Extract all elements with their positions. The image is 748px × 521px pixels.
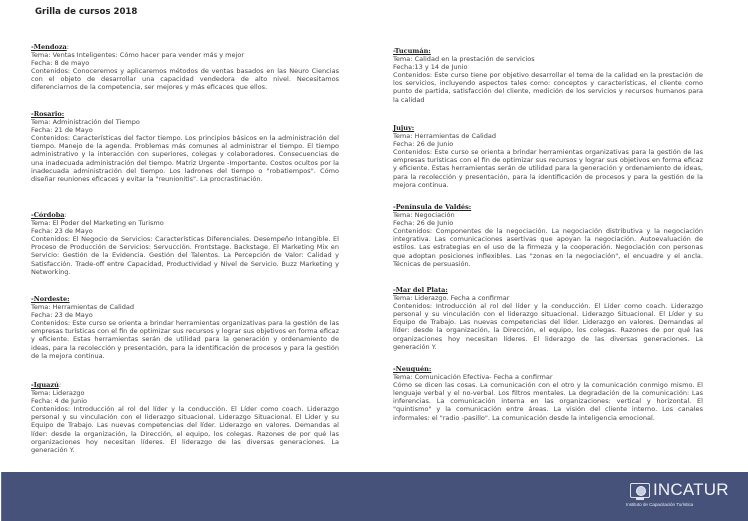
course-topic: Tema: Liderazgo (31, 389, 85, 398)
course-topic: Tema: Liderazgo. Fecha a confirmar (393, 294, 510, 303)
logo-subtitle: Instituto de Capacitación Turística (626, 502, 694, 507)
course-mar-del-plata (393, 286, 703, 351)
course-date: Fecha: 21 de Mayo (31, 126, 93, 135)
course-date: Fecha: 8 de mayo (31, 59, 90, 68)
course-contents: Contenidos: Características del factor tiempo. Los principios básicos en la administración del tiempo. Manejo de la agenda. Problemas más comunes al administrar el tiempo. El tiempo administrativo y la interacción con superiores, colegas y colaboradores. Consecuencias de una inadecuada administración del tiempo. Matriz Urgente -Importante. Costos ocultos por la inadecuada administración del tiempo. Los ladrones del tiempo o "robatiempos". Cómo diseñar reuniones eficaces y evitar la "reunionitis". La procrastinación. (31, 134, 339, 183)
course-tucuman (393, 47, 703, 104)
region-name: -Mar del Plata: (393, 286, 448, 294)
course-nordeste (31, 295, 339, 360)
course-topic: Tema: El Poder del Marketing en Turismo (31, 219, 164, 228)
course-jujuy (393, 124, 703, 189)
course-topic: Tema: Ventas Inteligentes: Cómo hacer para vender más y mejor (31, 51, 245, 60)
course-cordoba: -Córdoba: Tema: El Poder del Marketing en Turismo Fecha: 23 de Mayo Contenidos: El Negocio de Servicios: Características Diferenciales. Desempeño Intangible. El Proceso de Producción de Servicios: Servucción. Frontstage. Backstage. El Marketing Mix en Servicio: Gestión de la Evidencia. Gestión del Talentos. La Percepción de Valor: Calidad y Satisfacción. Trade-off entre Capacidad, Productividad y Nivel de Servicio. Buzz Marketing y Networking. (31, 211, 339, 276)
course-topic: Tema: Administración del Tiempo (31, 118, 140, 127)
document-title: Grilla de cursos 2018 (35, 7, 138, 17)
course-date: Fecha: 4 de Junio (31, 397, 88, 406)
course-rosario (31, 110, 339, 183)
region-name: -Neuquén: (393, 365, 432, 373)
course-topic: Tema: Herramientas de Calidad (393, 132, 497, 141)
course-peninsula-valdes (393, 203, 703, 268)
region-name: -Nordeste: (31, 295, 70, 303)
region-name: -Tucumán: (393, 47, 431, 55)
incatur-logo (624, 480, 732, 512)
course-contents: Contenidos: Introducción al rol del líder y la conducción. El Líder como coach. Liderazgo personal y su vinculación con el liderazgo situacional. Liderazgo Situacional. El Líder y su Equipo de Trabajo. Las nuevas competencias del líder. Liderazgo en valores. Demandas al líder: desde la organización, la Dirección, el equipo, los colegas. Razones de por qué las organizaciones hoy necesitan líderes. El liderazgo de las diversas generaciones. La generación Y. (393, 302, 703, 351)
course-date: Fecha: 26 de Junio (393, 219, 454, 228)
region-name: Jujuy: (393, 124, 415, 132)
region-name: -Mendoza (31, 43, 67, 51)
course-contents: Contenidos: Este curso se orienta a brindar herramientas organizativas para la gestión de las empresas turísticas con el fin de optimizar sus recursos y lograr sus objetivos en forma eficaz y eficiente. Estas herramientas serán de utilidad para la generación y ordenamiento de ideas, para la recolección y presentación, para la identificación de procesos y para la gestión de la mejora continua. (31, 319, 339, 360)
course-iguazu: -Iguazú: Tema: Liderazgo Fecha: 4 de Junio Contenidos: Introducción al rol del líder y la conducción. El Líder como coach. Liderazgo personal y su vinculación con el liderazgo situacional. Liderazgo Situacional. El Líder y su Equipo de Trabajo. Las nuevas competencias del líder. Liderazgo en valores. Demandas al líder: desde la organización, la Dirección, el equipo, los colegas. Razones de por qué las organizaciones hoy necesitan líderes. El liderazgo de las diversas generaciones. La generación Y. (31, 381, 339, 454)
course-contents: Cómo se dicen las cosas. La comunicación con el otro y la comunicación conmigo mismo. El lenguaje verbal y el no-verbal. Los filtros mentales. La degradación de la comunicación: Las inferencias. La comunicación interna en las organizaciones: vertical y horizontal. El "quintismo" y la comunicación entre áreas. La visión del cliente interno. Los canales informales: el "radio -pasillo". La comunicación desde la inteligencia emocional. (393, 381, 703, 422)
footer-band (1, 472, 748, 521)
course-date: Fecha: 26 de Junio (393, 140, 454, 149)
monitor-globe-icon (630, 483, 650, 498)
course-mendoza: -Mendoza: Tema: Ventas Inteligentes: Cómo hacer para vender más y mejor Fecha: 8 de mayo Contenidos: Conoceremos y aplicaremos métodos de ventas basados en las Neuro Ciencias con el objeto de desarrollar una capacidad vendedora de alto nivel. Necesitamos diferenciarnos de la competencia, ser mejores y más eficaces que ellos. (31, 43, 339, 92)
logo-name: INCATUR (653, 480, 729, 499)
course-contents: Contenidos: Introducción al rol del líder y la conducción. El Líder como coach. Liderazgo personal y su vinculación con el liderazgo situacional. Liderazgo Situacional. El Líder y su Equipo de Trabajo. Las nuevas competencias del líder. Liderazgo en valores. Demandas al líder: desde la organización, la Dirección, el equipo, los colegas. Razones de por qué las organizaciones hoy necesitan líderes. El liderazgo de las diversas generaciones. La generación Y. (31, 405, 339, 454)
course-contents: Contenidos: Componentes de la negociación. La negociación distributiva y la negociación integrativa. Las comunicaciones asertivas que apoyan la negociación. Autoevaluación de estilos. Las estrategias en el uso de la firmeza y la cooperación. Negociación con personas que adoptan posiciones inflexibles. Las "zonas en la negociación", el encuadre y el ancla. Técnicas de persuasión. (393, 227, 703, 268)
course-neuquen (393, 365, 703, 422)
course-contents: Contenidos: Este curso tiene por objetivo desarrollar el tema de la calidad en la prestación de los servicios, incluyendo aspectos tales como: conceptos y características, el cliente como punto de partida, satisfacción del cliente, medición de los servicios y recursos humanos para la calidad (393, 71, 703, 104)
region-name: -Iguazú (31, 381, 59, 389)
course-contents: Contenidos: El Negocio de Servicios: Características Diferenciales. Desempeño Intangible. El Proceso de Producción de Servicios: Servucción. Frontstage. Backstage. El Marketing Mix en Servicio: Gestión de la Evidencia. Gestión del Talentos. La Percepción de Valor: Calidad y Satisfacción. Trade-off entre Capacidad, Productividad y Nivel de Servicio. Buzz Marketing y Networking. (31, 235, 339, 276)
region-name: -Córdoba (31, 211, 65, 219)
course-topic: Tema: Herramientas de Calidad (31, 303, 135, 312)
course-topic: Tema: Negociación (393, 211, 455, 220)
course-topic: Tema: Comunicación Efectiva- Fecha a confirmar (393, 373, 553, 382)
region-name: -Península de Valdés: (393, 203, 472, 211)
course-contents: Contenidos: Conoceremos y aplicaremos métodos de ventas basados en las Neuro Ciencias con el objeto de desarrollar una capacidad vendedora de alto nivel. Necesitamos diferenciarnos de la competencia, ser mejores y más eficaces que ellos. (31, 67, 339, 92)
region-name: -Rosario: (31, 110, 65, 118)
course-contents: Contenidos: Este curso se orienta a brindar herramientas organizativas para la gestión de las empresas turísticas con el fin de optimizar sus recursos y lograr sus objetivos en forma eficaz y eficiente. Estas herramientas serán de utilidad para la generación y ordenamiento de ideas, para la recolección y presentación, para la identificación de procesos y para la gestión de la mejora continua. (393, 148, 703, 189)
course-date: Fecha:13 y 14 de Junio (393, 63, 468, 72)
course-date: Fecha: 23 de Mayo (31, 227, 93, 236)
course-date: Fecha: 23 de Mayo (31, 311, 93, 320)
course-topic: Tema: Calidad en la prestación de servicios (393, 55, 535, 64)
